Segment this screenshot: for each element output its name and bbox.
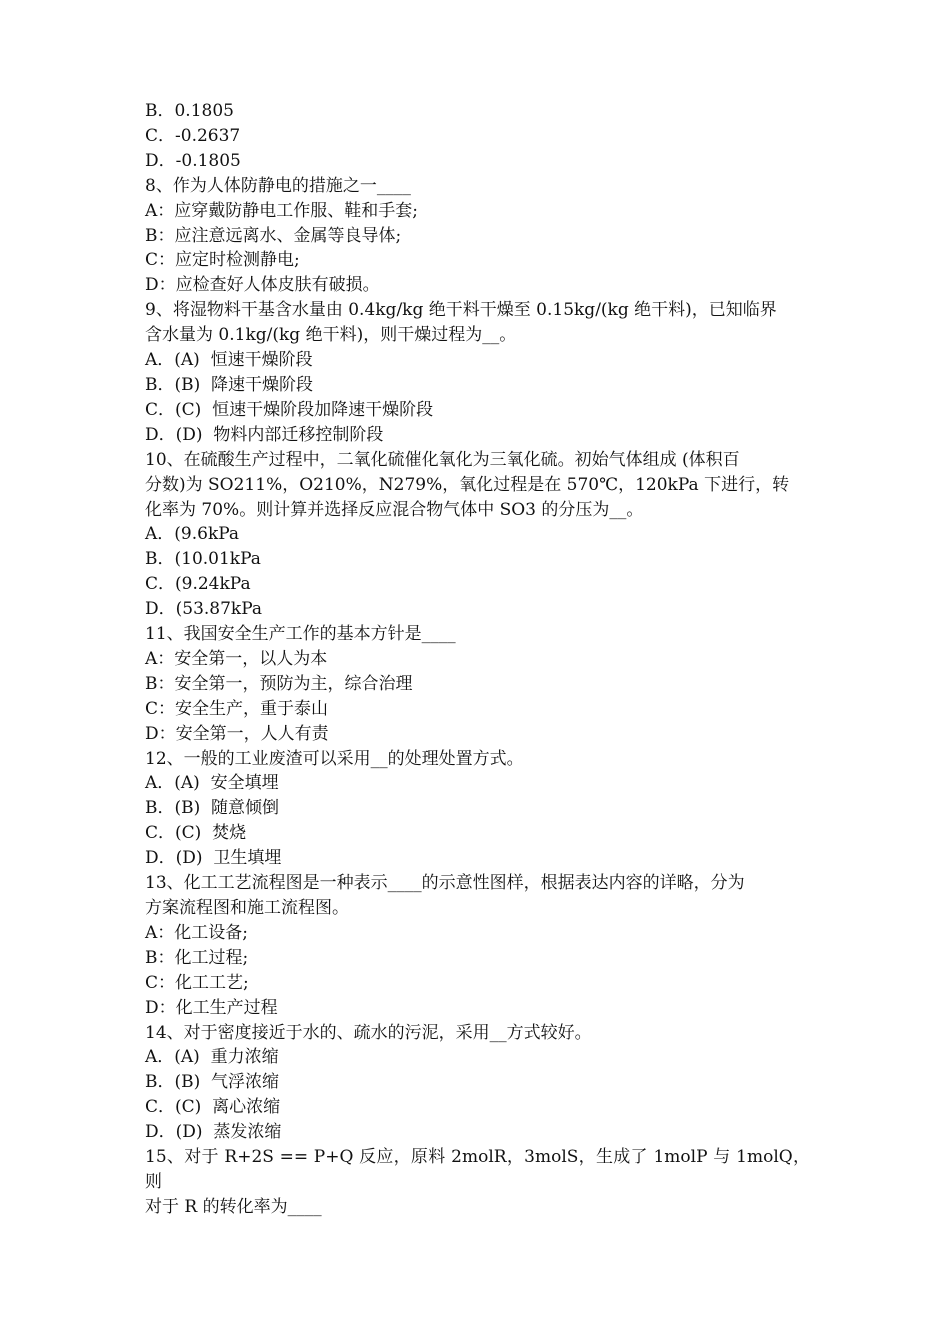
option-line: C：应定时检测静电; [145, 250, 300, 271]
option-line: B：安全第一，预防为主，综合治理 [145, 673, 413, 694]
question-line: 14、对于密度接近于水的、疏水的污泥，采用__方式较好。 [145, 1022, 592, 1043]
option-line: C．(9.24kPa [145, 574, 251, 595]
option-line: B．0.1805 [145, 101, 234, 121]
option-line: D：安全第一，人人有责 [145, 723, 329, 744]
question-line: 9、将湿物料干基含水量由 0.4kg/kg 绝干料干燥至 0.15kg/(kg 绝干料)，已知临界 [145, 300, 777, 321]
option-line: D：化工生产过程 [145, 997, 278, 1018]
option-line: B：化工过程; [145, 947, 249, 968]
option-line: D．(D) 物料内部迁移控制阶段 [145, 424, 384, 445]
exam-text-body [145, 99, 810, 1220]
option-line: A：化工设备; [145, 922, 249, 943]
option-line: D．-0.1805 [145, 150, 241, 171]
question-line: 方案流程图和施工流程图。 [145, 898, 349, 918]
option-line: C．(C) 离心浓缩 [145, 1097, 281, 1118]
option-line: C：安全生产，重于泰山 [145, 698, 329, 719]
option-line: A：安全第一，以人为本 [145, 648, 328, 669]
option-line: A．(A) 恒速干燥阶段 [145, 350, 313, 371]
option-line: D．(D) 蒸发浓缩 [145, 1122, 282, 1143]
option-line: B．(10.01kPa [145, 549, 261, 570]
question-line: 11、我国安全生产工作的基本方针是____ [145, 624, 456, 645]
option-line: C．(C) 恒速干燥阶段加降速干燥阶段 [145, 399, 434, 420]
question-line: 13、化工工艺流程图是一种表示____的示意性图样，根据表达内容的详略，分为 [145, 873, 745, 894]
option-line: A：应穿戴防静电工作服、鞋和手套; [145, 200, 419, 221]
question-line: 8、作为人体防静电的措施之一____ [145, 175, 411, 196]
option-line: B．(B) 气浮浓缩 [145, 1072, 280, 1093]
option-line: B．(B) 随意倾倒 [145, 798, 280, 819]
option-line: C．(C) 焚烧 [145, 823, 247, 844]
question-line: 12、一般的工业废渣可以采用__的处理处置方式。 [145, 748, 524, 769]
option-line: B．(B) 降速干燥阶段 [145, 374, 314, 395]
option-line: D．(53.87kPa [145, 599, 263, 620]
option-line: D．(D) 卫生填埋 [145, 848, 282, 869]
question-line: 对于 R 的转化率为____ [145, 1196, 322, 1217]
option-line: B：应注意远离水、金属等良导体; [145, 225, 402, 246]
question-line: 10、在硫酸生产过程中，二氧化硫催化氧化为三氧化硫。初始气体组成 (体积百 [145, 449, 740, 470]
option-line: D：应检查好人体皮肤有破损。 [145, 275, 380, 296]
option-line: C：化工工艺; [145, 972, 249, 993]
question-line: 15、对于 R+2S == P+Q 反应，原料 2molR，3molS，生成了 1molP 与 1molQ，则 [145, 1147, 810, 1192]
question-line: 化率为 70%。则计算并选择反应混合物气体中 SO3 的分压为__。 [145, 499, 644, 520]
option-line: C．-0.2637 [145, 125, 241, 146]
option-line: A．(9.6kPa [145, 524, 240, 545]
option-line: A．(A) 安全填埋 [145, 773, 279, 794]
question-line: 分数)为 SO211%，O210%，N279%，氧化过程是在 570℃，120kPa 下进行，转 [145, 474, 790, 495]
question-line: 含水量为 0.1kg/(kg 绝干料)，则干燥过程为__。 [145, 325, 517, 346]
option-line: A．(A) 重力浓缩 [145, 1047, 279, 1068]
